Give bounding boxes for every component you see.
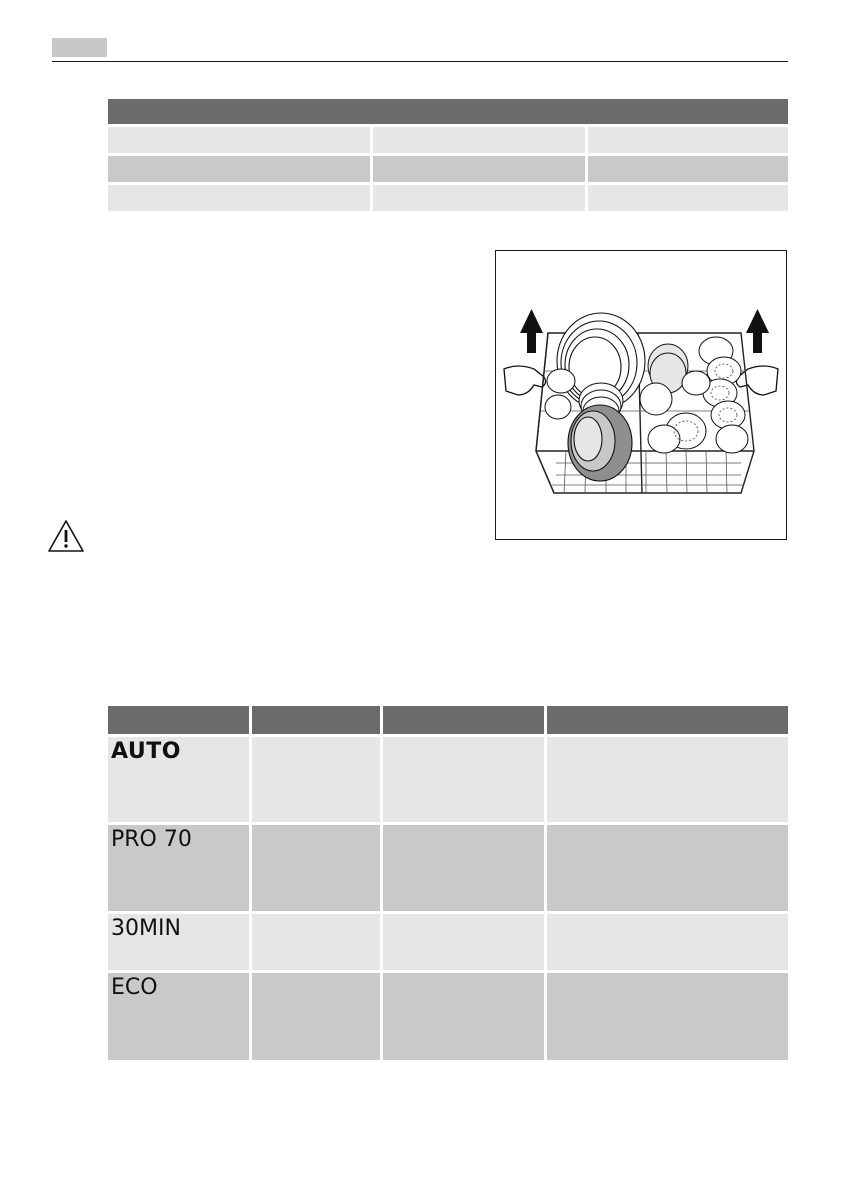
table-row <box>108 736 788 824</box>
page-header-tab <box>52 38 107 57</box>
programme-name: 30MIN <box>108 913 250 972</box>
table-row <box>108 184 788 212</box>
programme-name: ECO <box>108 972 250 1060</box>
programme-table-header <box>108 706 788 736</box>
settings-table <box>108 99 788 211</box>
table-row <box>108 913 788 972</box>
programme-name: AUTO <box>108 736 250 824</box>
programme-table <box>108 706 788 1060</box>
table-row <box>108 155 788 184</box>
table-row <box>108 126 788 155</box>
table-row <box>108 824 788 913</box>
table-row <box>108 972 788 1060</box>
page-header-rule <box>52 61 788 62</box>
dishwasher-upper-basket-illustration <box>496 251 786 539</box>
basket-illustration <box>495 250 787 540</box>
settings-table-header <box>108 99 788 126</box>
warning-triangle-icon <box>46 518 86 554</box>
programme-name: PRO 70 <box>108 824 250 913</box>
